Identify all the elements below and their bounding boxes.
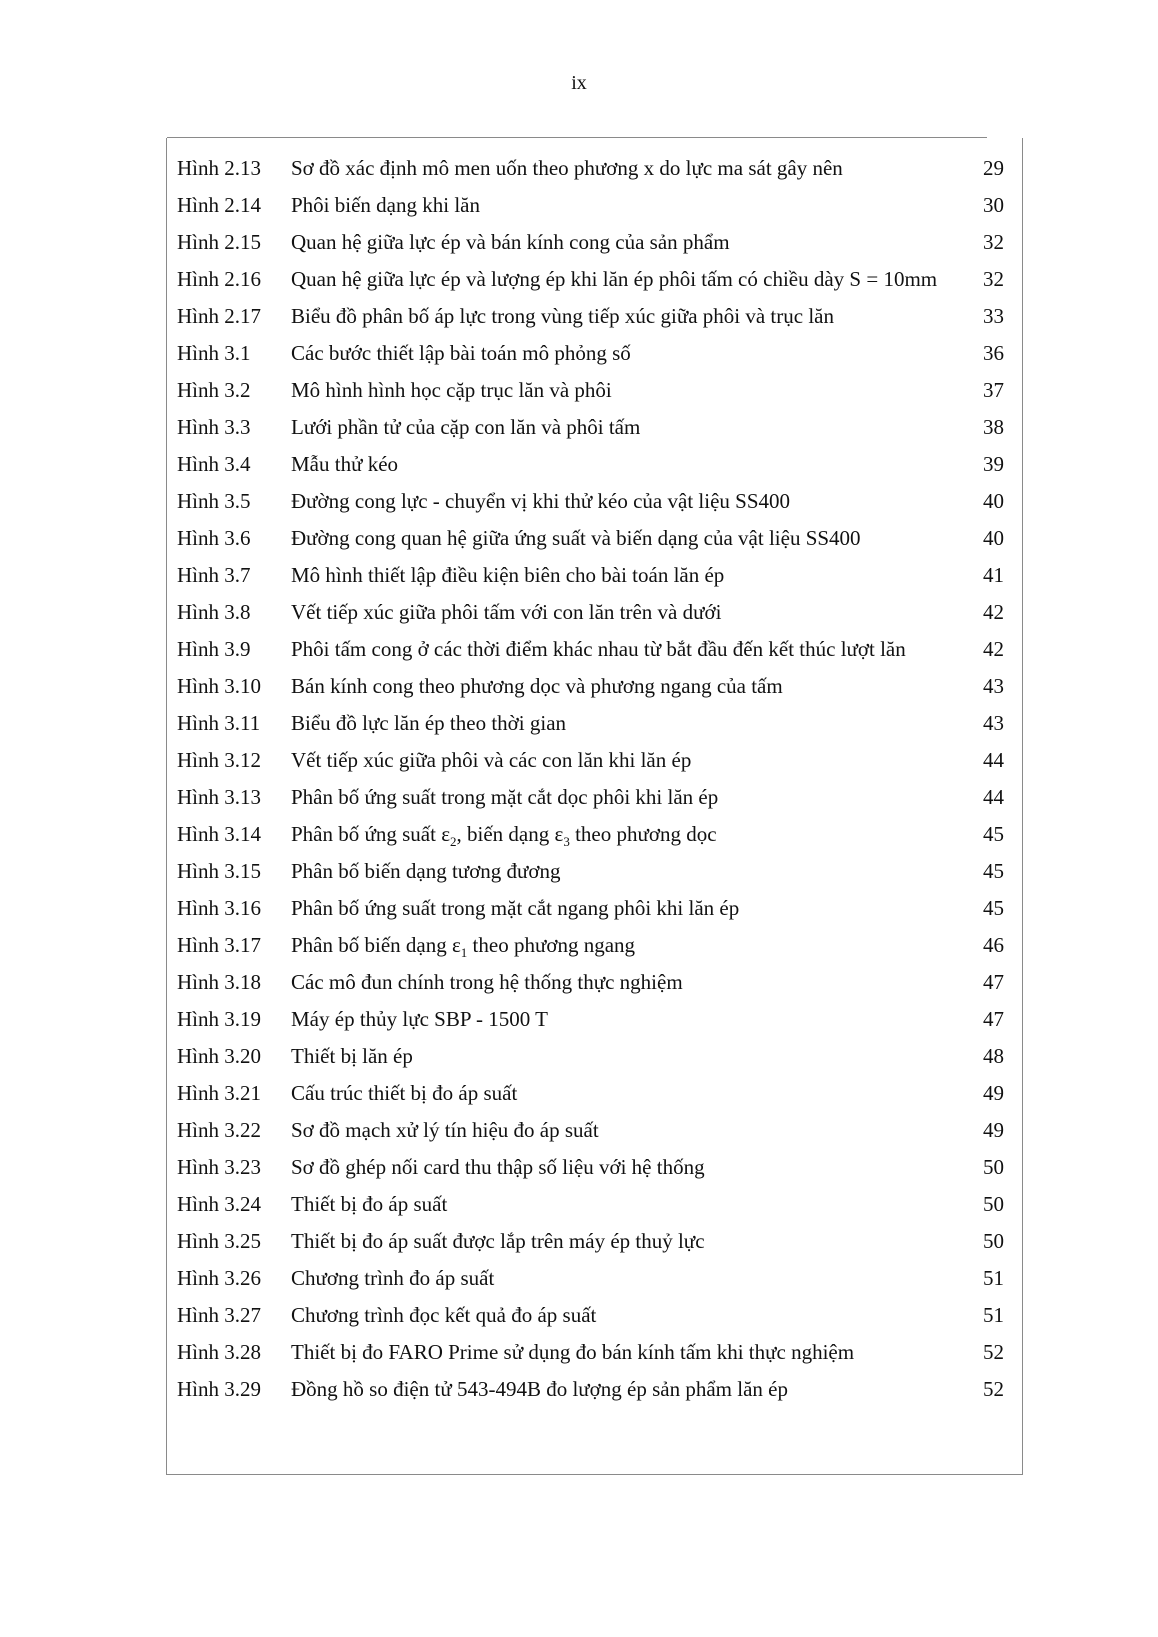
figure-title: Quan hệ giữa lực ép và bán kính cong của sản phẩm bbox=[291, 230, 730, 254]
figure-title: Phân bố ứng suất trong mặt cắt ngang phôi khi lăn ép bbox=[291, 896, 740, 920]
figure-title: Bán kính cong theo phương dọc và phương ngang của tấm bbox=[291, 674, 783, 698]
figure-page-number: 40 bbox=[983, 489, 1004, 513]
figure-entry bbox=[167, 520, 1022, 557]
figure-page-number: 50 bbox=[983, 1155, 1004, 1179]
figure-label: Hình 2.13 bbox=[177, 156, 261, 180]
figure-label: Hình 3.5 bbox=[177, 489, 251, 513]
figure-entry bbox=[167, 1112, 1022, 1149]
figure-page-number: 45 bbox=[983, 896, 1004, 920]
figure-entry bbox=[167, 150, 1022, 187]
figure-title: Thiết bị lăn ép bbox=[291, 1044, 413, 1068]
figure-title: Lưới phần tử của cặp con lăn và phôi tấm bbox=[291, 415, 641, 439]
figure-title: Máy ép thủy lực SBP - 1500 T bbox=[291, 1007, 548, 1031]
figure-title: Phôi biến dạng khi lăn bbox=[291, 193, 480, 217]
figure-page-number: 50 bbox=[983, 1192, 1004, 1216]
figure-entry bbox=[167, 409, 1022, 446]
figure-title: Thiết bị đo áp suất được lắp trên máy ép thuỷ lực bbox=[291, 1229, 705, 1253]
figure-title: Vết tiếp xúc giữa phôi và các con lăn khi lăn ép bbox=[291, 748, 692, 772]
figure-page-number: 51 bbox=[983, 1266, 1004, 1290]
figure-label: Hình 3.12 bbox=[177, 748, 261, 772]
figure-entry bbox=[167, 668, 1022, 705]
figure-page-number: 45 bbox=[983, 859, 1004, 883]
figure-page-number: 32 bbox=[983, 230, 1004, 254]
figure-label: Hình 3.26 bbox=[177, 1266, 261, 1290]
figure-entry bbox=[167, 1038, 1022, 1075]
figure-label: Hình 3.7 bbox=[177, 563, 251, 587]
figure-title: Phân bố biến dạng tương đương bbox=[291, 859, 561, 883]
figure-title: Phôi tấm cong ở các thời điểm khác nhau từ bắt đầu đến kết thúc lượt lăn bbox=[291, 637, 906, 661]
figure-page-number: 45 bbox=[983, 822, 1004, 846]
figure-page-number: 46 bbox=[983, 933, 1004, 957]
figure-entry bbox=[167, 1223, 1022, 1260]
figure-entry bbox=[167, 483, 1022, 520]
figure-list bbox=[167, 150, 1022, 1408]
figure-label: Hình 3.13 bbox=[177, 785, 261, 809]
figure-page-number: 38 bbox=[983, 415, 1004, 439]
figure-title: Đồng hồ so điện tử 543-494B đo lượng ép sản phẩm lăn ép bbox=[291, 1377, 788, 1401]
figure-title: Sơ đồ mạch xử lý tín hiệu đo áp suất bbox=[291, 1118, 599, 1142]
figure-title: Mô hình thiết lập điều kiện biên cho bài toán lăn ép bbox=[291, 563, 725, 587]
title-text: Phân bố biến dạng ε bbox=[291, 933, 461, 957]
figure-page-number: 48 bbox=[983, 1044, 1004, 1068]
figure-page-number: 40 bbox=[983, 526, 1004, 550]
figure-title: Các mô đun chính trong hệ thống thực nghiệm bbox=[291, 970, 683, 994]
figure-title: Các bước thiết lập bài toán mô phỏng số bbox=[291, 341, 631, 365]
title-text: theo phương ngang bbox=[467, 933, 636, 957]
figure-page-number: 44 bbox=[983, 748, 1004, 772]
figure-page-number: 39 bbox=[983, 452, 1004, 476]
figure-label: Hình 3.29 bbox=[177, 1377, 261, 1401]
figure-title: Mô hình hình học cặp trục lăn và phôi bbox=[291, 378, 612, 402]
figure-label: Hình 3.8 bbox=[177, 600, 251, 624]
title-text: theo phương dọc bbox=[569, 822, 717, 846]
figure-entry bbox=[167, 742, 1022, 779]
figure-title: Quan hệ giữa lực ép và lượng ép khi lăn ép phôi tấm có chiều dày S = 10mm bbox=[291, 267, 938, 291]
figure-entry bbox=[167, 816, 1022, 853]
figure-title: Đường cong quan hệ giữa ứng suất và biến dạng của vật liệu SS400 bbox=[291, 526, 861, 550]
figure-entry bbox=[167, 557, 1022, 594]
figure-label: Hình 3.18 bbox=[177, 970, 261, 994]
figure-label: Hình 3.27 bbox=[177, 1303, 261, 1327]
figure-title bbox=[291, 816, 951, 853]
figure-entry bbox=[167, 1186, 1022, 1223]
title-text: Phân bố ứng suất ε bbox=[291, 822, 451, 846]
subscript: 3 bbox=[563, 834, 570, 850]
figure-label: Hình 3.6 bbox=[177, 526, 251, 550]
figure-page-number: 44 bbox=[983, 785, 1004, 809]
figure-label: Hình 3.21 bbox=[177, 1081, 261, 1105]
figure-label: Hình 3.9 bbox=[177, 637, 251, 661]
figure-entry bbox=[167, 964, 1022, 1001]
figure-page-number: 47 bbox=[983, 1007, 1004, 1031]
figure-page-number: 37 bbox=[983, 378, 1004, 402]
figure-label: Hình 3.22 bbox=[177, 1118, 261, 1142]
figure-entry bbox=[167, 890, 1022, 927]
figure-label: Hình 3.16 bbox=[177, 896, 261, 920]
subscript: 2 bbox=[450, 834, 457, 850]
figure-label: Hình 2.14 bbox=[177, 193, 261, 217]
figure-title bbox=[291, 927, 951, 964]
figure-entry bbox=[167, 298, 1022, 335]
figure-entry bbox=[167, 1371, 1022, 1408]
figure-page-number: 33 bbox=[983, 304, 1004, 328]
figure-page-number: 50 bbox=[983, 1229, 1004, 1253]
figure-label: Hình 3.25 bbox=[177, 1229, 261, 1253]
figure-entry bbox=[167, 705, 1022, 742]
figure-entry bbox=[167, 927, 1022, 964]
figure-title: Đường cong lực - chuyển vị khi thử kéo của vật liệu SS400 bbox=[291, 489, 790, 513]
figure-label: Hình 3.2 bbox=[177, 378, 251, 402]
figure-title: Cấu trúc thiết bị đo áp suất bbox=[291, 1081, 518, 1105]
figure-label: Hình 3.10 bbox=[177, 674, 261, 698]
figure-label: Hình 3.14 bbox=[177, 822, 261, 846]
figure-page-number: 32 bbox=[983, 267, 1004, 291]
figure-label: Hình 3.23 bbox=[177, 1155, 261, 1179]
figure-page-number: 52 bbox=[983, 1340, 1004, 1364]
figure-entry bbox=[167, 372, 1022, 409]
figure-title: Chương trình đo áp suất bbox=[291, 1266, 495, 1290]
figure-page-number: 30 bbox=[983, 193, 1004, 217]
figure-page-number: 42 bbox=[983, 600, 1004, 624]
figure-page-number: 41 bbox=[983, 563, 1004, 587]
figure-entry bbox=[167, 1334, 1022, 1371]
figure-entry bbox=[167, 594, 1022, 631]
figure-page-number: 49 bbox=[983, 1081, 1004, 1105]
figure-page-number: 43 bbox=[983, 711, 1004, 735]
figure-label: Hình 3.3 bbox=[177, 415, 251, 439]
figure-entry bbox=[167, 1075, 1022, 1112]
figure-entry bbox=[167, 335, 1022, 372]
title-text: , biến dạng ε bbox=[456, 822, 564, 846]
figure-title: Biểu đồ lực lăn ép theo thời gian bbox=[291, 711, 567, 735]
figure-title: Mẫu thử kéo bbox=[291, 452, 399, 476]
figure-entry bbox=[167, 224, 1022, 261]
figure-label: Hình 3.1 bbox=[177, 341, 251, 365]
figure-entry bbox=[167, 1297, 1022, 1334]
figure-entry bbox=[167, 1149, 1022, 1186]
figure-label: Hình 2.17 bbox=[177, 304, 261, 328]
figure-title: Vết tiếp xúc giữa phôi tấm với con lăn trên và dưới bbox=[291, 600, 722, 624]
page-number: ix bbox=[571, 72, 587, 94]
figure-entry bbox=[167, 187, 1022, 224]
figure-entry bbox=[167, 631, 1022, 668]
figure-label: Hình 3.11 bbox=[177, 711, 261, 735]
figure-label: Hình 3.28 bbox=[177, 1340, 261, 1364]
figure-label: Hình 3.20 bbox=[177, 1044, 261, 1068]
figure-label: Hình 3.19 bbox=[177, 1007, 261, 1031]
figure-page-number: 29 bbox=[983, 156, 1004, 180]
figure-entry bbox=[167, 853, 1022, 890]
figure-entry bbox=[167, 446, 1022, 483]
figure-title: Sơ đồ ghép nối card thu thập số liệu với hệ thống bbox=[291, 1155, 705, 1179]
figure-title: Chương trình đọc kết quả đo áp suất bbox=[291, 1303, 597, 1327]
figure-entry bbox=[167, 261, 1022, 298]
figure-title: Thiết bị đo FARO Prime sử dụng đo bán kính tấm khi thực nghiệm bbox=[291, 1340, 855, 1364]
figure-list-table bbox=[166, 138, 1023, 1475]
figure-label: Hình 2.16 bbox=[177, 267, 261, 291]
figure-page-number: 52 bbox=[983, 1377, 1004, 1401]
figure-title: Phân bố ứng suất trong mặt cắt dọc phôi khi lăn ép bbox=[291, 785, 719, 809]
figure-label: Hình 3.24 bbox=[177, 1192, 261, 1216]
figure-entry bbox=[167, 1001, 1022, 1038]
figure-label: Hình 3.4 bbox=[177, 452, 251, 476]
figure-entry bbox=[167, 779, 1022, 816]
figure-label: Hình 3.17 bbox=[177, 933, 261, 957]
figure-label: Hình 3.15 bbox=[177, 859, 261, 883]
figure-page-number: 42 bbox=[983, 637, 1004, 661]
figure-entry bbox=[167, 1260, 1022, 1297]
figure-page-number: 47 bbox=[983, 970, 1004, 994]
figure-page-number: 49 bbox=[983, 1118, 1004, 1142]
figure-title: Sơ đồ xác định mô men uốn theo phương x do lực ma sát gây nên bbox=[291, 156, 843, 180]
figure-label: Hình 2.15 bbox=[177, 230, 261, 254]
figure-title: Biểu đồ phân bố áp lực trong vùng tiếp xúc giữa phôi và trục lăn bbox=[291, 304, 834, 328]
figure-page-number: 43 bbox=[983, 674, 1004, 698]
figure-page-number: 51 bbox=[983, 1303, 1004, 1327]
figure-title: Thiết bị đo áp suất bbox=[291, 1192, 448, 1216]
figure-page-number: 36 bbox=[983, 341, 1004, 365]
subscript: 1 bbox=[460, 945, 468, 961]
